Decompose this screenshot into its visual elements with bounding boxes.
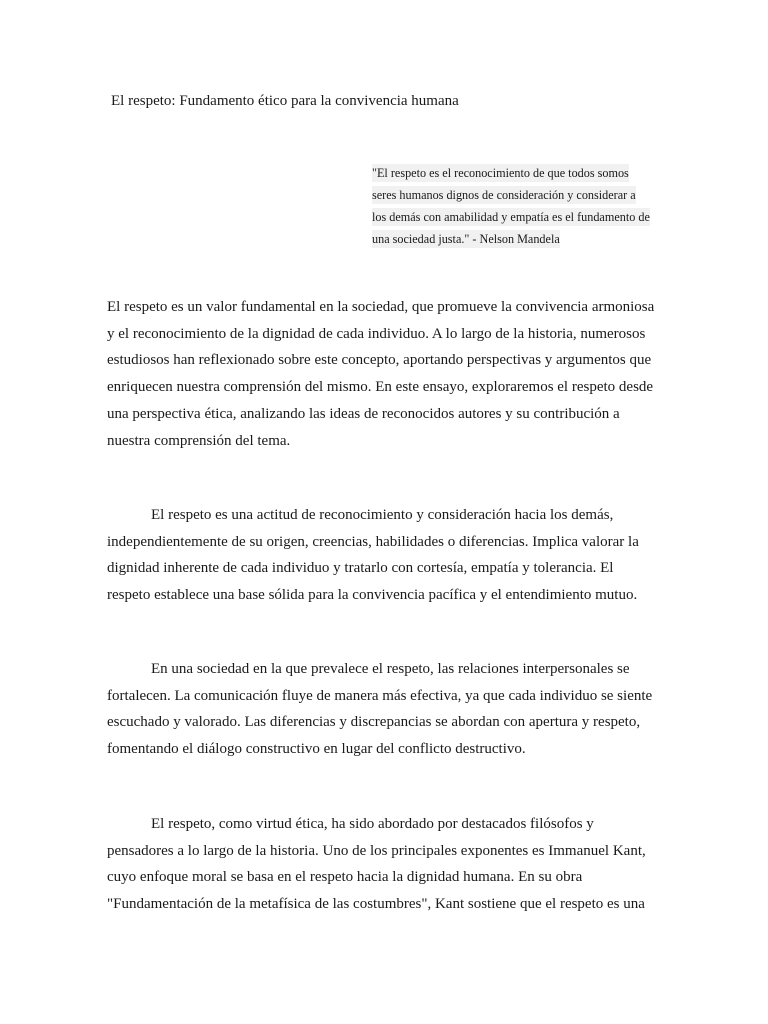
paragraph-society-text: En una sociedad en la que prevalece el respeto, las relaciones interpersonales se fortalecen. La comunicación fluye de manera más efectiva, ya que cada individuo se siente escuchado y valorado. Las diferencias y discrepancias se abordan con apertura y respeto, fomentando el diálogo constructivo en lugar del conflicto destructivo. <box>107 661 653 758</box>
paragraph-definition <box>107 502 667 609</box>
paragraph-intro: El respeto es un valor fundamental en la sociedad, que promueve la convivencia armoniosa y el reconocimiento de la dignidad de cada individuo. A lo largo de la historia, numerosos estudiosos han reflexionado sobre este concepto, aportando perspectivas y argumentos que enriquecen nuestra comprensión del mismo. En este ensayo, exploraremos el respeto desde una perspectiva ética, analizando las ideas de reconocidos autores y su contribución a nuestra comprensión del tema. <box>107 299 655 449</box>
paragraph-philosophy-text: El respeto, como virtud ética, ha sido abordado por destacados filósofos y pensadores a lo largo de la historia. Uno de los principales exponentes es Immanuel Kant, cuyo enfoque moral se basa en el respeto hacia la dignidad humana. En su obra "Fundamentación de la metafísica de las costumbres", Kant sostiene que el respeto es una <box>107 816 646 913</box>
paragraph-philosophy <box>107 811 667 918</box>
paragraph-definition-text: El respeto es una actitud de reconocimiento y consideración hacia los demás, independientemente de su origen, creencias, habilidades o diferencias. Implica valorar la dignidad inherente de cada individuo y tratarlo con cortesía, empatía y tolerancia. El respeto establece una base sólida para la convivencia pacífica y el entendimiento mutuo. <box>107 507 639 604</box>
epigraph-quote <box>372 162 672 250</box>
paragraph-society <box>107 656 667 763</box>
epigraph-text: "El respeto es el reconocimiento de que todos somos seres humanos dignos de consideración y considerar a los demás con amabilidad y empatía es el fundamento de una sociedad justa." - Nelson Mandela <box>372 166 650 246</box>
document-title: El respeto: Fundamento ético para la convivencia humana <box>111 93 459 109</box>
